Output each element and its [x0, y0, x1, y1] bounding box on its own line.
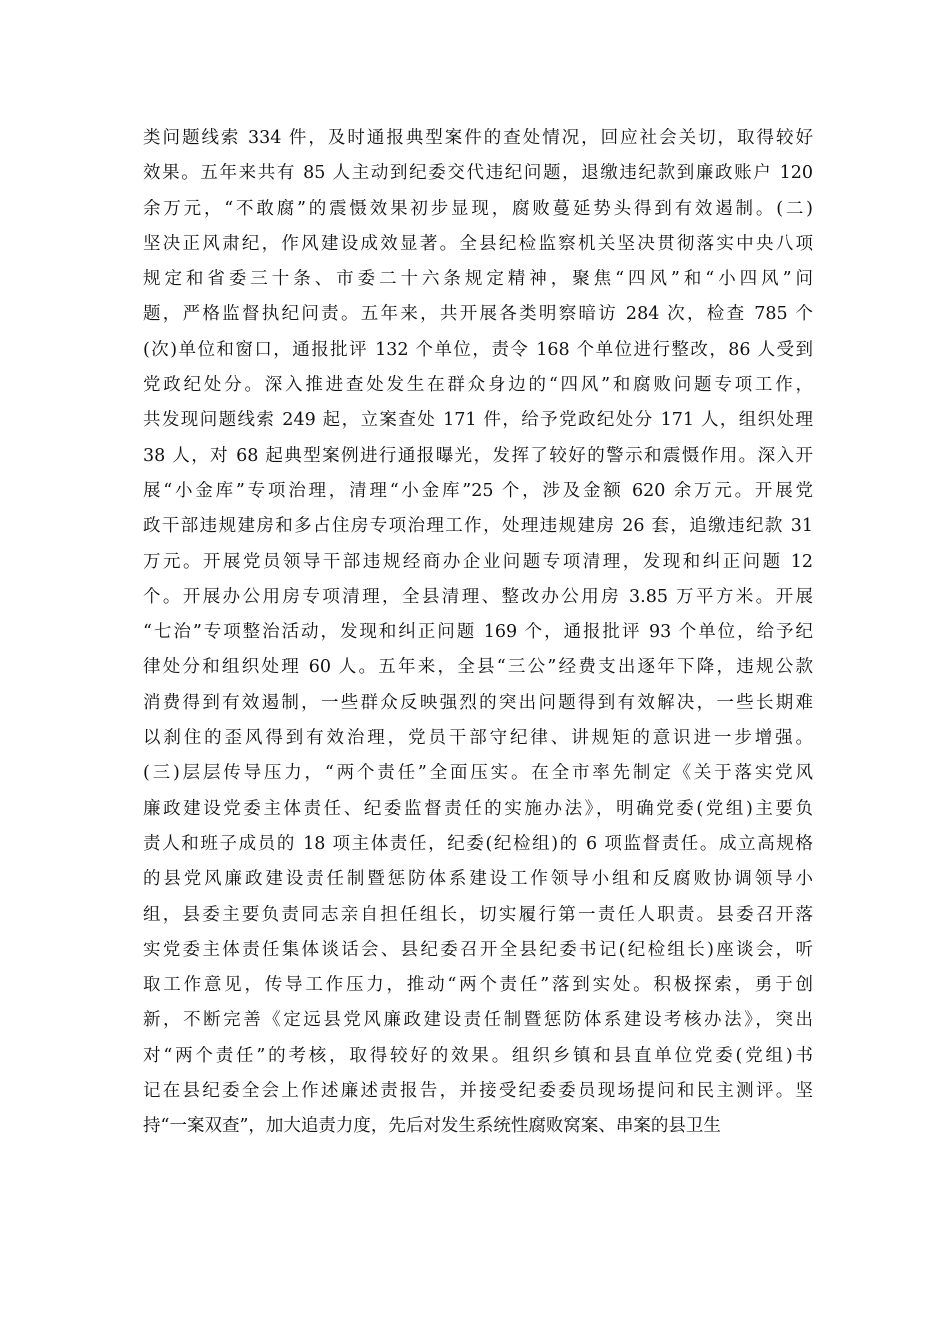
text-line: 万元。开展党员领导干部违规经商办企业问题专项清理，发现和纠正问题 12: [143, 551, 813, 572]
text-line: 坚决正风肃纪，作风建设成效显著。全县纪检监察机关坚决贯彻落实中央八项: [143, 233, 813, 254]
text-line: 个。开展办公用房专项清理，全县清理、整改办公用房 3.85 万平方米。开展: [143, 586, 813, 607]
text-line: 38 人，对 68 起典型案例进行通报曝光，发挥了较好的警示和震慑作用。深入开: [143, 445, 813, 466]
text-line: 以刹住的歪风得到有效治理，党员干部守纪律、讲规矩的意识进一步增强。: [143, 728, 813, 749]
text-line: 责人和班子成员的 18 项主体责任，纪委(纪检组)的 6 项监督责任。成立高规格: [143, 833, 813, 854]
text-line: 规定和省委三十条、市委二十六条规定精神，聚焦“四风”和“小四风”问: [143, 269, 813, 290]
text-line: “七治”专项整治活动，发现和纠正问题 169 个，通报批评 93 个单位，给予纪: [143, 622, 813, 643]
text-line: 党政纪处分。深入推进查处发生在群众身边的“四风”和腐败问题专项工作，: [143, 375, 813, 396]
text-line: 廉政建设党委主体责任、纪委监督责任的实施办法》，明确党委(党组)主要负: [143, 798, 813, 819]
text-line: 消费得到有效遏制，一些群众反映强烈的突出问题得到有效解决，一些长期难: [143, 692, 813, 713]
text-line: 展“小金库”专项治理，清理“小金库”25 个，涉及金额 620 余万元。开展党: [143, 480, 813, 501]
text-line: (次)单位和窗口，通报批评 132 个单位，责令 168 个单位进行整改，86 人受到: [143, 339, 813, 360]
text-line: 共发现问题线索 249 起，立案查处 171 件，给予党政纪处分 171 人，组织处理: [143, 410, 813, 431]
text-line: 的县党风廉政建设责任制暨惩防体系建设工作领导小组和反腐败协调领导小: [143, 869, 813, 890]
text-line: 题，严格监督执纪问责。五年来，共开展各类明察暗访 284 次，检查 785 个: [143, 304, 813, 325]
text-line: 持“一案双查”，加大追责力度，先后对发生系统性腐败窝案、串案的县卫生: [143, 1116, 721, 1137]
text-line: 取工作意见，传导工作压力，推动“两个责任”落到实处。积极探索，勇于创: [143, 975, 813, 996]
text-line: 余万元，“不敢腐”的震慑效果初步显现，腐败蔓延势头得到有效遏制。(二): [143, 198, 813, 219]
text-line: 律处分和组织处理 60 人。五年来，全县“三公”经费支出逐年下降，违规公款: [143, 657, 813, 678]
text-line: 对“两个责任”的考核，取得较好的效果。组织乡镇和县直单位党委(党组)书: [143, 1045, 813, 1066]
text-line: 新，不断完善《定远县党风廉政建设责任制暨惩防体系建设考核办法》，突出: [143, 1010, 813, 1031]
text-line: 组，县委主要负责同志亲自担任组长，切实履行第一责任人职责。县委召开落: [143, 904, 813, 925]
text-line: 效果。五年来共有 85 人主动到纪委交代违纪问题，退缴违纪款到廉政账户 120: [143, 163, 813, 184]
text-line: 实党委主体责任集体谈话会、县纪委召开全县纪委书记(纪检组长)座谈会，听: [143, 939, 813, 960]
text-line: 记在县纪委全会上作述廉述责报告，并接受纪委委员现场提问和民主测评。坚: [143, 1081, 813, 1102]
text-line: 类问题线索 334 件，及时通报典型案件的查处情况，回应社会关切，取得较好: [143, 128, 813, 148]
text-line: 政干部违规建房和多占住房专项治理工作，处理违规建房 26 套，追缴违纪款 31: [143, 516, 813, 537]
text-line: (三)层层传导压力，“两个责任”全面压实。在全市率先制定《关于落实党风: [143, 763, 813, 784]
body-text: [143, 121, 813, 1145]
